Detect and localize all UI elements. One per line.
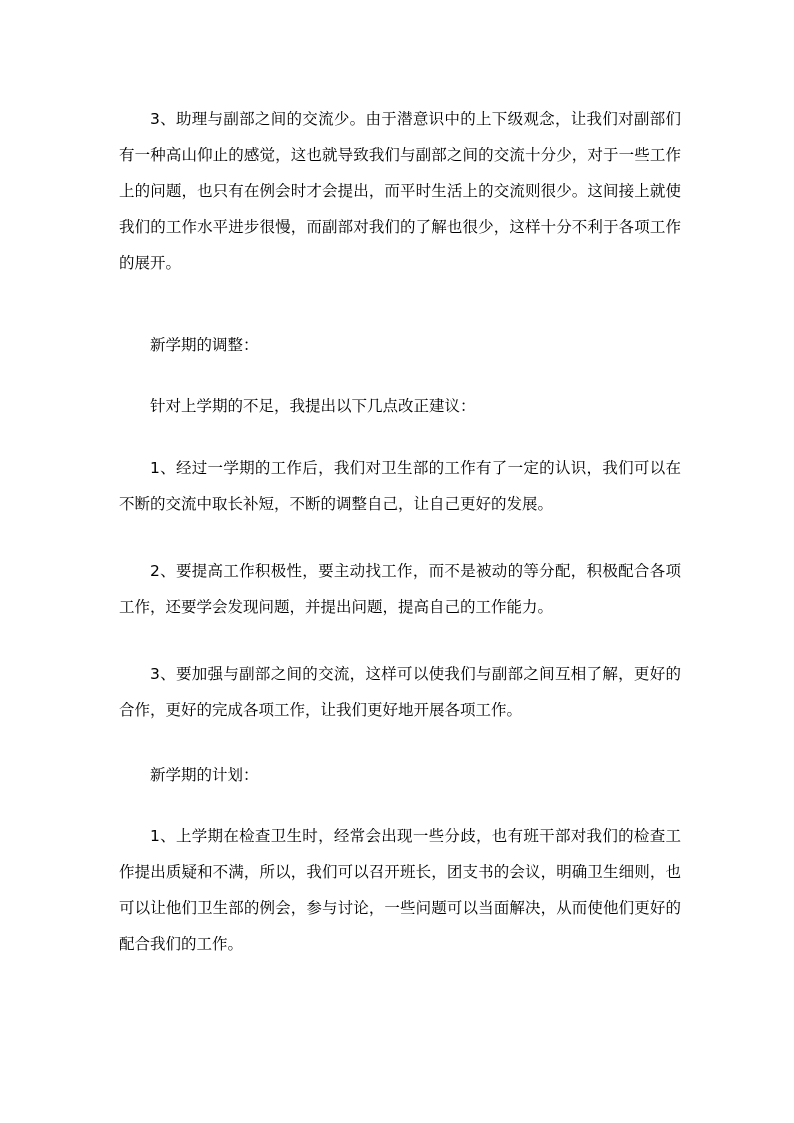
paragraph-suggestion-2: 2、要提高工作积极性，要主动找工作，而不是被动的等分配，积极配合各项工作，还要学会发现问题，并提出问题，提高自己的工作能力。 bbox=[119, 562, 681, 616]
paragraph-communication-issue: 3、助理与副部之间的交流少。由于潜意识中的上下级观念，让我们对副部们有一种高山仰止的感觉，这也就导致我们与副部之间的交流十分少，对于一些工作上的问题，也只有在例会时才会提出，而平时生活上的交流则很少。这间接上就使我们的工作水平进步很慢，而副部对我们的了解也很少，这样十分不利于各项工作的展开。 bbox=[119, 110, 681, 272]
paragraph-plan-1: 1、上学期在检查卫生时，经常会出现一些分歧，也有班干部对我们的检查工作提出质疑和不满，所以，我们可以召开班长，团支书的会议，明确卫生细则，也可以让他们卫生部的例会，参与讨论，一些问题可以当面解决，从而使他们更好的配合我们的工作。 bbox=[119, 827, 681, 953]
heading-new-term-plan: 新学期的计划： bbox=[150, 766, 259, 784]
paragraph-suggestion-3: 3、要加强与副部之间的交流，这样可以使我们与副部之间互相了解，更好的合作，更好的完成各项工作，让我们更好地开展各项工作。 bbox=[119, 665, 681, 719]
heading-new-term-adjustment: 新学期的调整： bbox=[150, 336, 259, 354]
paragraph-suggestion-1: 1、经过一学期的工作后，我们对卫生部的工作有了一定的认识，我们可以在不断的交流中取长补短，不断的调整自己，让自己更好的发展。 bbox=[119, 459, 681, 513]
paragraph-suggestions-intro: 针对上学期的不足，我提出以下几点改正建议： bbox=[150, 397, 476, 415]
